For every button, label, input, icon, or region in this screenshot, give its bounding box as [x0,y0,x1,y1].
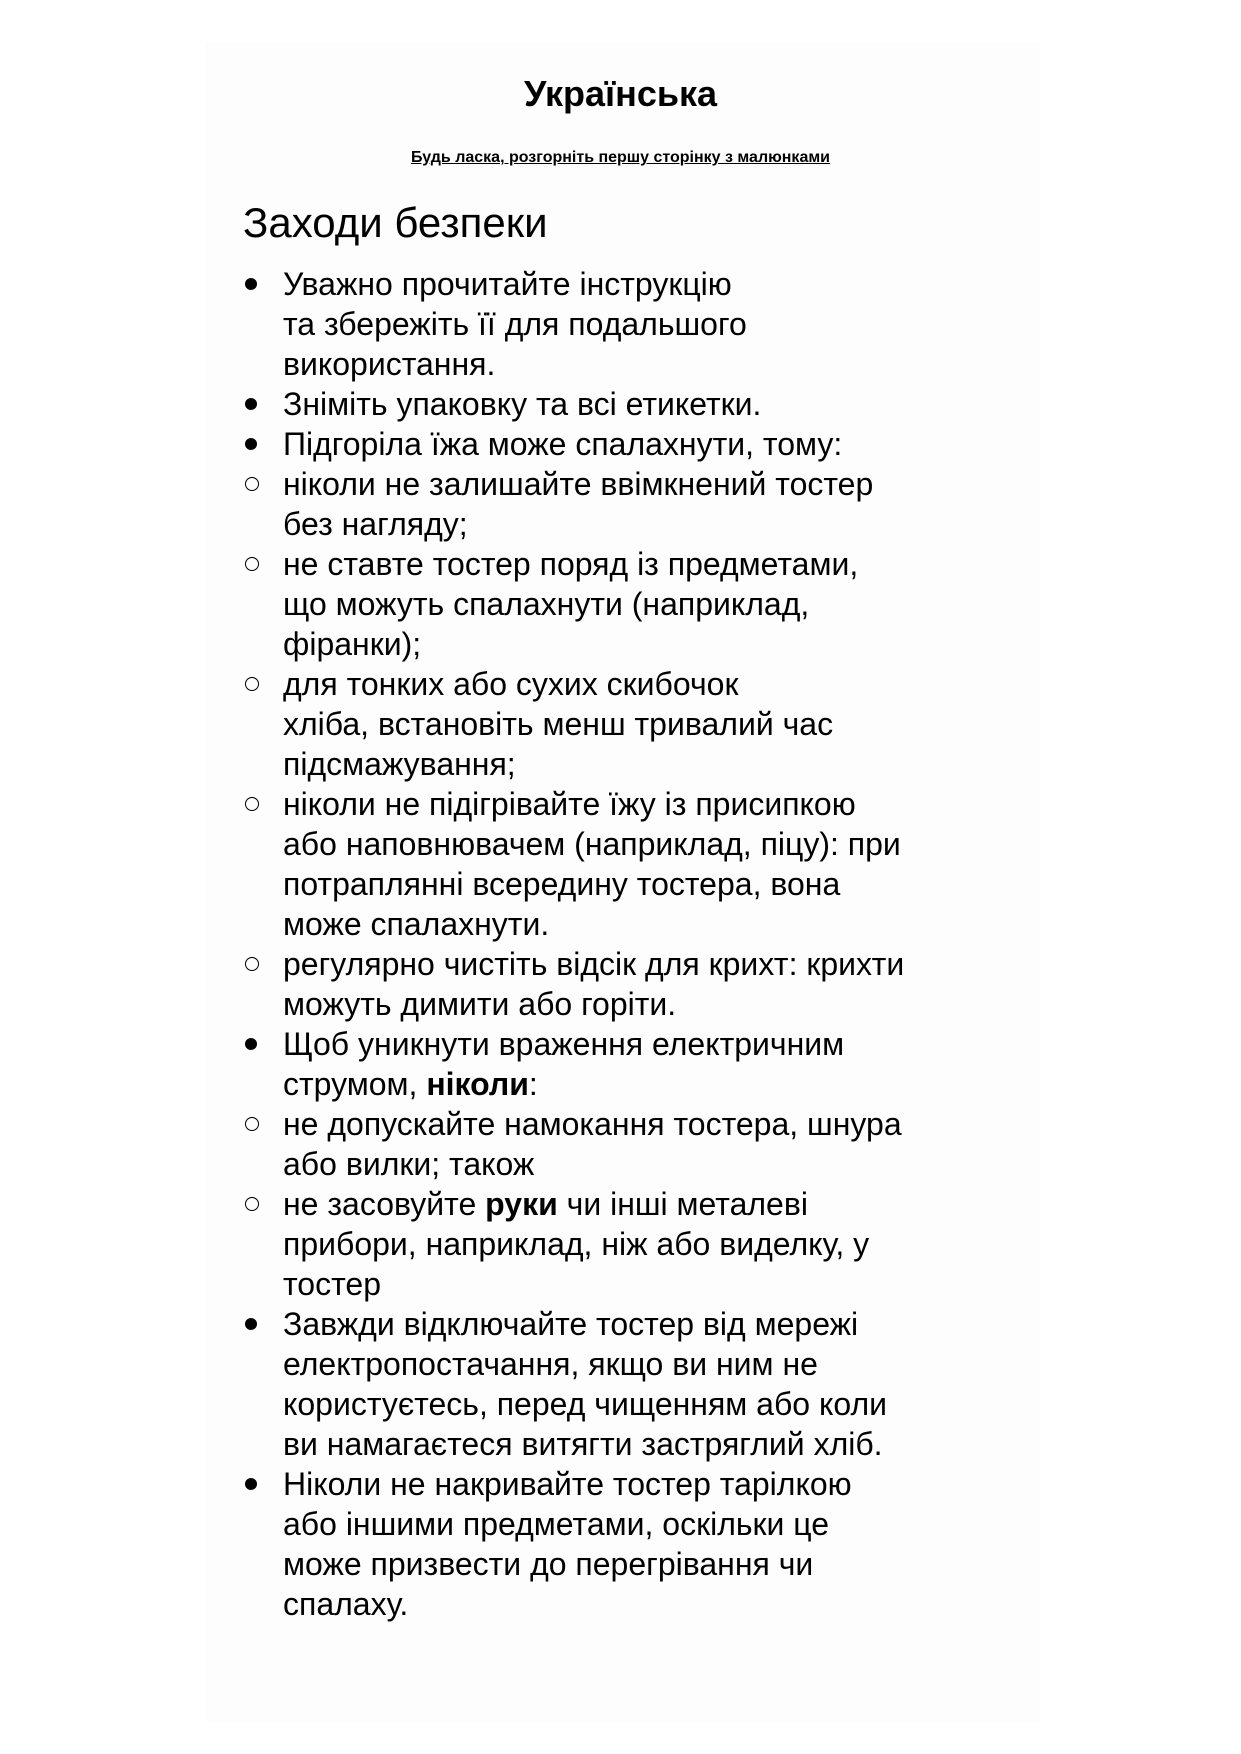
safety-item [243,1304,1033,1464]
line-text: Ніколи не накривайте тостер тарілкою [283,1466,852,1502]
safety-item [243,424,1033,464]
hollow-circle-icon [245,957,259,971]
safety-item-line [283,1584,1033,1624]
line-text: використання. [283,346,496,382]
safety-item-line [283,424,1033,464]
safety-item-line [283,1424,1033,1464]
line-text: Щоб уникнути враження електричним [283,1026,845,1062]
safety-item-line [283,904,1033,944]
safety-subitem [243,944,1033,1024]
bullet-dot-icon [245,278,257,290]
line-text: спалаху. [283,1586,409,1622]
safety-item-line [283,584,1033,624]
line-text: та збережіть її для подальшого [283,306,747,342]
line-text: для тонких або сухих скибочок [283,666,739,702]
safety-item-line [283,864,1033,904]
emphasis-text: ніколи [426,1066,529,1102]
safety-item-line [283,1064,1033,1104]
hollow-circle-icon [245,677,259,691]
bullet-dot-icon [245,1318,257,1330]
safety-item-line [283,1544,1033,1584]
hollow-circle-icon [245,1117,259,1131]
line-text: струмом, [283,1066,427,1102]
line-text: або іншими предметами, оскільки це [283,1506,830,1542]
line-text: без нагляду; [283,506,468,542]
safety-item-line [283,384,1033,424]
line-text: що можуть спалахнути (наприклад, [283,586,810,622]
safety-item-line [283,1464,1033,1504]
line-text: потраплянні всередину тостера, вона [283,866,841,902]
safety-heading: Заходи безпеки [243,199,548,246]
line-text: прибори, наприклад, ніж або виделку, у [283,1226,870,1262]
safety-subitem [243,1104,1033,1184]
line-text: Уважно прочитайте інструкцію [283,266,732,302]
hollow-circle-icon [245,557,259,571]
line-text: фіранки); [283,626,422,662]
bullet-dot-icon [245,398,257,410]
safety-item-line [283,344,1033,384]
safety-item-line [283,1024,1033,1064]
line-text: електропостачання, якщо ви ним не [283,1346,818,1382]
safety-item [243,384,1033,424]
safety-subitem [243,464,1033,544]
safety-item-line [283,944,1033,984]
line-text: чи інші металеві [557,1186,808,1222]
safety-item-line [283,464,1033,504]
safety-item-line [283,664,1033,704]
line-text: або вилки; також [283,1146,535,1182]
line-text: підсмажування; [283,746,516,782]
bullet-dot-icon [245,438,257,450]
safety-item-line [283,304,1033,344]
safety-item-line [283,1184,1033,1224]
hollow-circle-icon [245,477,259,491]
safety-item-line [283,744,1033,784]
line-text: може призвести до перегрівання чи [283,1546,814,1582]
line-text: ніколи не залишайте ввімкнений тостер [283,466,874,502]
line-text: хліба, встановіть менш тривалий час [283,706,834,742]
safety-subitem [243,664,1033,784]
line-text: ніколи не підігрівайте їжу із присипкою [283,786,856,822]
line-text: не допускайте намокання тостера, шнура [283,1106,902,1142]
line-text: або наповнювачем (наприклад, піцу): при [283,826,901,862]
safety-item-line [283,1384,1033,1424]
safety-item-line [283,1224,1033,1264]
line-text: тостер [283,1266,381,1302]
line-text: Підгоріла їжа може спалахнути, тому: [283,426,843,462]
bullet-dot-icon [245,1478,257,1490]
line-text: ви намагаєтеся витягти застряглий хліб. [283,1426,883,1462]
line-text: користуєтесь, перед чищенням або коли [283,1386,887,1422]
safety-list [243,264,1033,1624]
safety-item-line [283,1264,1033,1304]
safety-item-line [283,1504,1033,1544]
safety-item [243,1024,1033,1104]
line-text: можуть димити або горіти. [283,986,677,1022]
safety-subitem [243,544,1033,664]
safety-item-line [283,984,1033,1024]
line-text: регулярно чистіть відсік для крихт: крихти [283,946,905,982]
line-text: не ставте тостер поряд із предметами, [283,546,859,582]
safety-item-line [283,624,1033,664]
safety-item-line [283,784,1033,824]
safety-subitem [243,784,1033,944]
bullet-dot-icon [245,1038,257,1050]
safety-item-line [283,264,1033,304]
line-text: може спалахнути. [283,906,550,942]
line-text: не засовуйте [283,1186,486,1222]
unfold-pictures-note: Будь ласка, розгорніть першу сторінку з малюнками [410,149,831,166]
page-title: Українська [523,73,718,114]
line-text: Зніміть упаковку та всі етикетки. [283,386,762,422]
hollow-circle-icon [245,797,259,811]
safety-item [243,264,1033,384]
safety-item [243,1464,1033,1624]
line-text: : [528,1066,538,1102]
hollow-circle-icon [245,1197,259,1211]
safety-item-line [283,1344,1033,1384]
emphasis-text: руки [485,1186,558,1222]
safety-item-line [283,504,1033,544]
safety-item-line [283,1304,1033,1344]
safety-item-line [283,1144,1033,1184]
safety-item-line [283,824,1033,864]
safety-subitem [243,1184,1033,1304]
safety-item-line [283,1104,1033,1144]
safety-item-line [283,704,1033,744]
safety-item-line [283,544,1033,584]
line-text: Завжди відключайте тостер від мережі [283,1306,859,1342]
